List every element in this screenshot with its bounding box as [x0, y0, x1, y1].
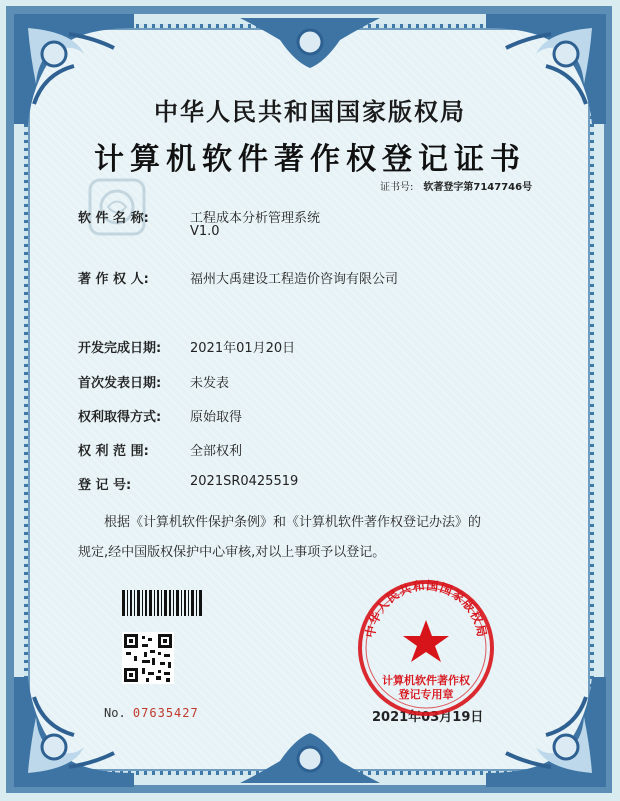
statement-line-1: 根据《计算机软件保护条例》和《计算机软件著作权登记办法》的 [104, 515, 482, 530]
issue-date: 2021年03月19日 [372, 710, 484, 725]
bottom-ornament-icon [240, 723, 380, 783]
software-version-value: V1.0 [190, 224, 220, 239]
barcode-icon [122, 590, 202, 616]
rights-scope-label: 权 利 范 围: [78, 444, 149, 459]
owner-row [78, 268, 399, 287]
certificate-title: 计算机软件著作权登记证书 [94, 142, 526, 177]
owner-value: 福州大禹建设工程造价咨询有限公司 [190, 272, 399, 287]
qr-code-icon [122, 632, 174, 684]
software-name-label: 软 件 名 称: [78, 211, 149, 226]
top-ornament-icon [240, 18, 380, 78]
owner-label: 著 作 权 人: [78, 272, 149, 287]
first-publish-date-value: 未发表 [190, 376, 230, 391]
serial-number-prefix: No. [104, 706, 126, 720]
registration-number-label: 登 记 号: [78, 478, 132, 493]
certificate-number-value: 软著登字第7147746号 [423, 182, 533, 193]
seal-center-line-1: 计算机软件著作权 [382, 674, 470, 687]
software-name-row [78, 207, 321, 239]
issuer-title: 中华人民共和国国家版权局 [154, 97, 466, 126]
first-publish-date-label: 首次发表日期: [78, 376, 162, 391]
rights-scope-value: 全部权利 [190, 444, 243, 459]
registration-number-row [78, 474, 299, 493]
completion-date-value: 2021年01月20日 [190, 341, 296, 356]
rights-acquisition-label: 权利取得方式: [78, 410, 162, 425]
serial-number [104, 706, 199, 720]
serial-number-value: 07635427 [132, 706, 199, 720]
completion-date-label: 开发完成日期: [78, 341, 162, 356]
completion-date-row [78, 337, 296, 356]
first-publish-date-row [78, 372, 230, 391]
rights-scope-row [78, 440, 243, 459]
corner-ornament-icon [14, 677, 134, 787]
rights-acquisition-value: 原始取得 [190, 410, 243, 425]
rights-acquisition-row [78, 406, 243, 425]
certificate-number [380, 178, 532, 193]
registration-statement [78, 508, 548, 568]
registration-number-value: 2021SR0425519 [190, 474, 299, 489]
seal-ring-text: 中华人民共和国国家版权局 [362, 578, 490, 639]
corner-ornament-icon [486, 677, 606, 787]
certificate-number-label: 证书号: [380, 182, 414, 193]
seal-center-line-2: 登记专用章 [398, 688, 454, 701]
statement-line-2: 规定,经中国版权保护中心审核,对以上事项予以登记。 [78, 545, 386, 560]
software-name-value: 工程成本分析管理系统 [190, 211, 321, 226]
